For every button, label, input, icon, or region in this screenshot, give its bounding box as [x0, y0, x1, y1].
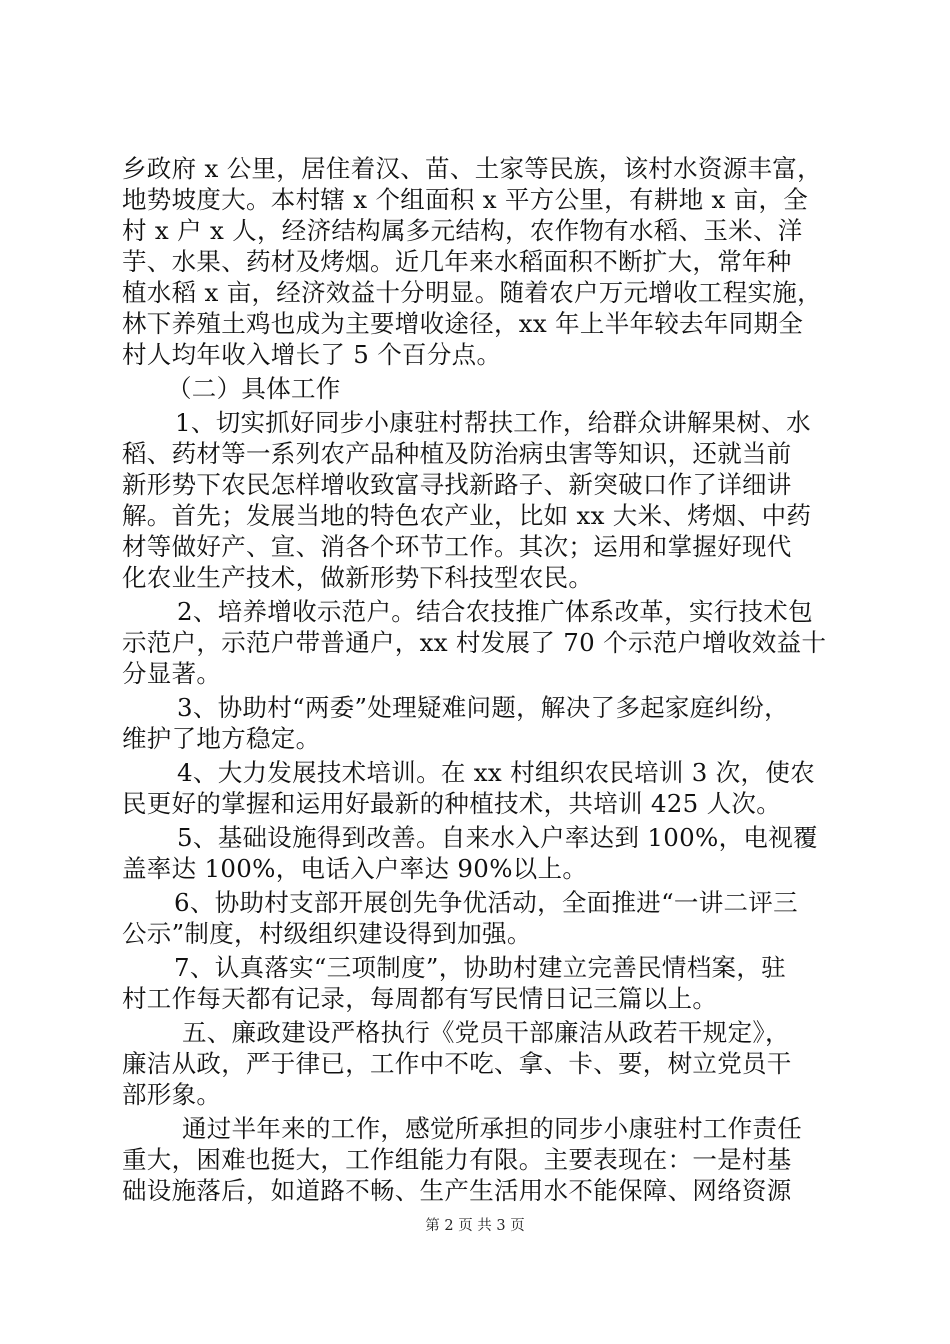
- text-line: 7、认真落实“三项制度”，协助村建立完善民情档案，驻: [174, 953, 786, 982]
- text-line: 廉洁从政，严于律已，工作中不吃、拿、卡、要，树立党员干: [122, 1049, 792, 1078]
- text-line: 3、协助村“两委”处理疑难问题，解决了多起家庭纠纷，: [177, 693, 789, 722]
- text-line: 民更好的掌握和运用好最新的种植技术，共培训 425 人次。: [122, 789, 782, 818]
- text-line: 示范户，示范户带普通户，xx 村发展了 70 个示范户增收效益十: [122, 628, 827, 657]
- text-line: 4、大力发展技术培训。在 xx 村组织农民培训 3 次，使农: [177, 758, 815, 787]
- text-line: 重大，困难也挺大，工作组能力有限。主要表现在：一是村基: [122, 1145, 792, 1174]
- text-line: 稻、药材等一系列农产品种植及防治病虫害等知识，还就当前: [122, 439, 792, 468]
- text-line: 部形象。: [122, 1080, 222, 1109]
- text-line: 分显著。: [122, 659, 222, 688]
- text-line: 通过半年来的工作，感觉所承担的同步小康驻村工作责任: [182, 1114, 802, 1143]
- text-line: 础设施落后，如道路不畅、生产生活用水不能保障、网络资源: [122, 1176, 792, 1205]
- text-line: 2、培养增收示范户。结合农技推广体系改革，实行技术包: [177, 597, 813, 626]
- text-line: 村人均年收入增长了 5 个百分点。: [122, 340, 502, 369]
- text-line: 6、协助村支部开展创先争优活动，全面推进“一讲二评三: [174, 888, 798, 917]
- text-line: 盖率达 100%，电话入户率达 90%以上。: [122, 854, 588, 883]
- text-line: 五、廉政建设严格执行《党员干部廉洁从政若干规定》，: [182, 1018, 790, 1047]
- text-line: 维护了地方稳定。: [122, 724, 321, 753]
- text-line: 1、切实抓好同步小康驻村帮扶工作，给群众讲解果树、水: [175, 408, 811, 437]
- text-line: 解。首先；发展当地的特色农产业，比如 xx 大米、烤烟、中药: [122, 501, 812, 530]
- text-line: 公示”制度，村级组织建设得到加强。: [122, 919, 532, 948]
- page-footer: 第 2 页 共 3 页: [425, 1218, 525, 1234]
- text-line: 村 x 户 x 人，经济结构属多元结构，农作物有水稻、玉米、洋: [122, 216, 803, 245]
- text-line: 村工作每天都有记录，每周都有写民情日记三篇以上。: [122, 984, 718, 1013]
- text-line: 芋、水果、药材及烤烟。近几年来水稻面积不断扩大，常年种: [122, 247, 792, 276]
- text-line: （二）具体工作: [167, 374, 341, 403]
- text-line: 地势坡度大。本村辖 x 个组面积 x 平方公里，有耕地 x 亩，全: [122, 185, 809, 214]
- text-line: 新形势下农民怎样增收致富寻找新路子、新突破口作了详细讲: [122, 470, 792, 499]
- text-line: 5、基础设施得到改善。自来水入户率达到 100%，电视覆: [177, 823, 818, 852]
- document-body: [122, 153, 832, 1206]
- text-line: 化农业生产技术，做新形势下科技型农民。: [122, 563, 594, 592]
- text-line: 林下养殖土鸡也成为主要增收途径，xx 年上半年较去年同期全: [122, 309, 804, 338]
- text-line: 植水稻 x 亩，经济效益十分明显。随着农户万元增收工程实施，: [122, 278, 822, 307]
- text-line: 乡政府 x 公里，居住着汉、苗、土家等民族，该村水资源丰富，: [122, 154, 822, 183]
- text-line: 材等做好产、宣、消各个环节工作。其次；运用和掌握好现代: [122, 532, 792, 561]
